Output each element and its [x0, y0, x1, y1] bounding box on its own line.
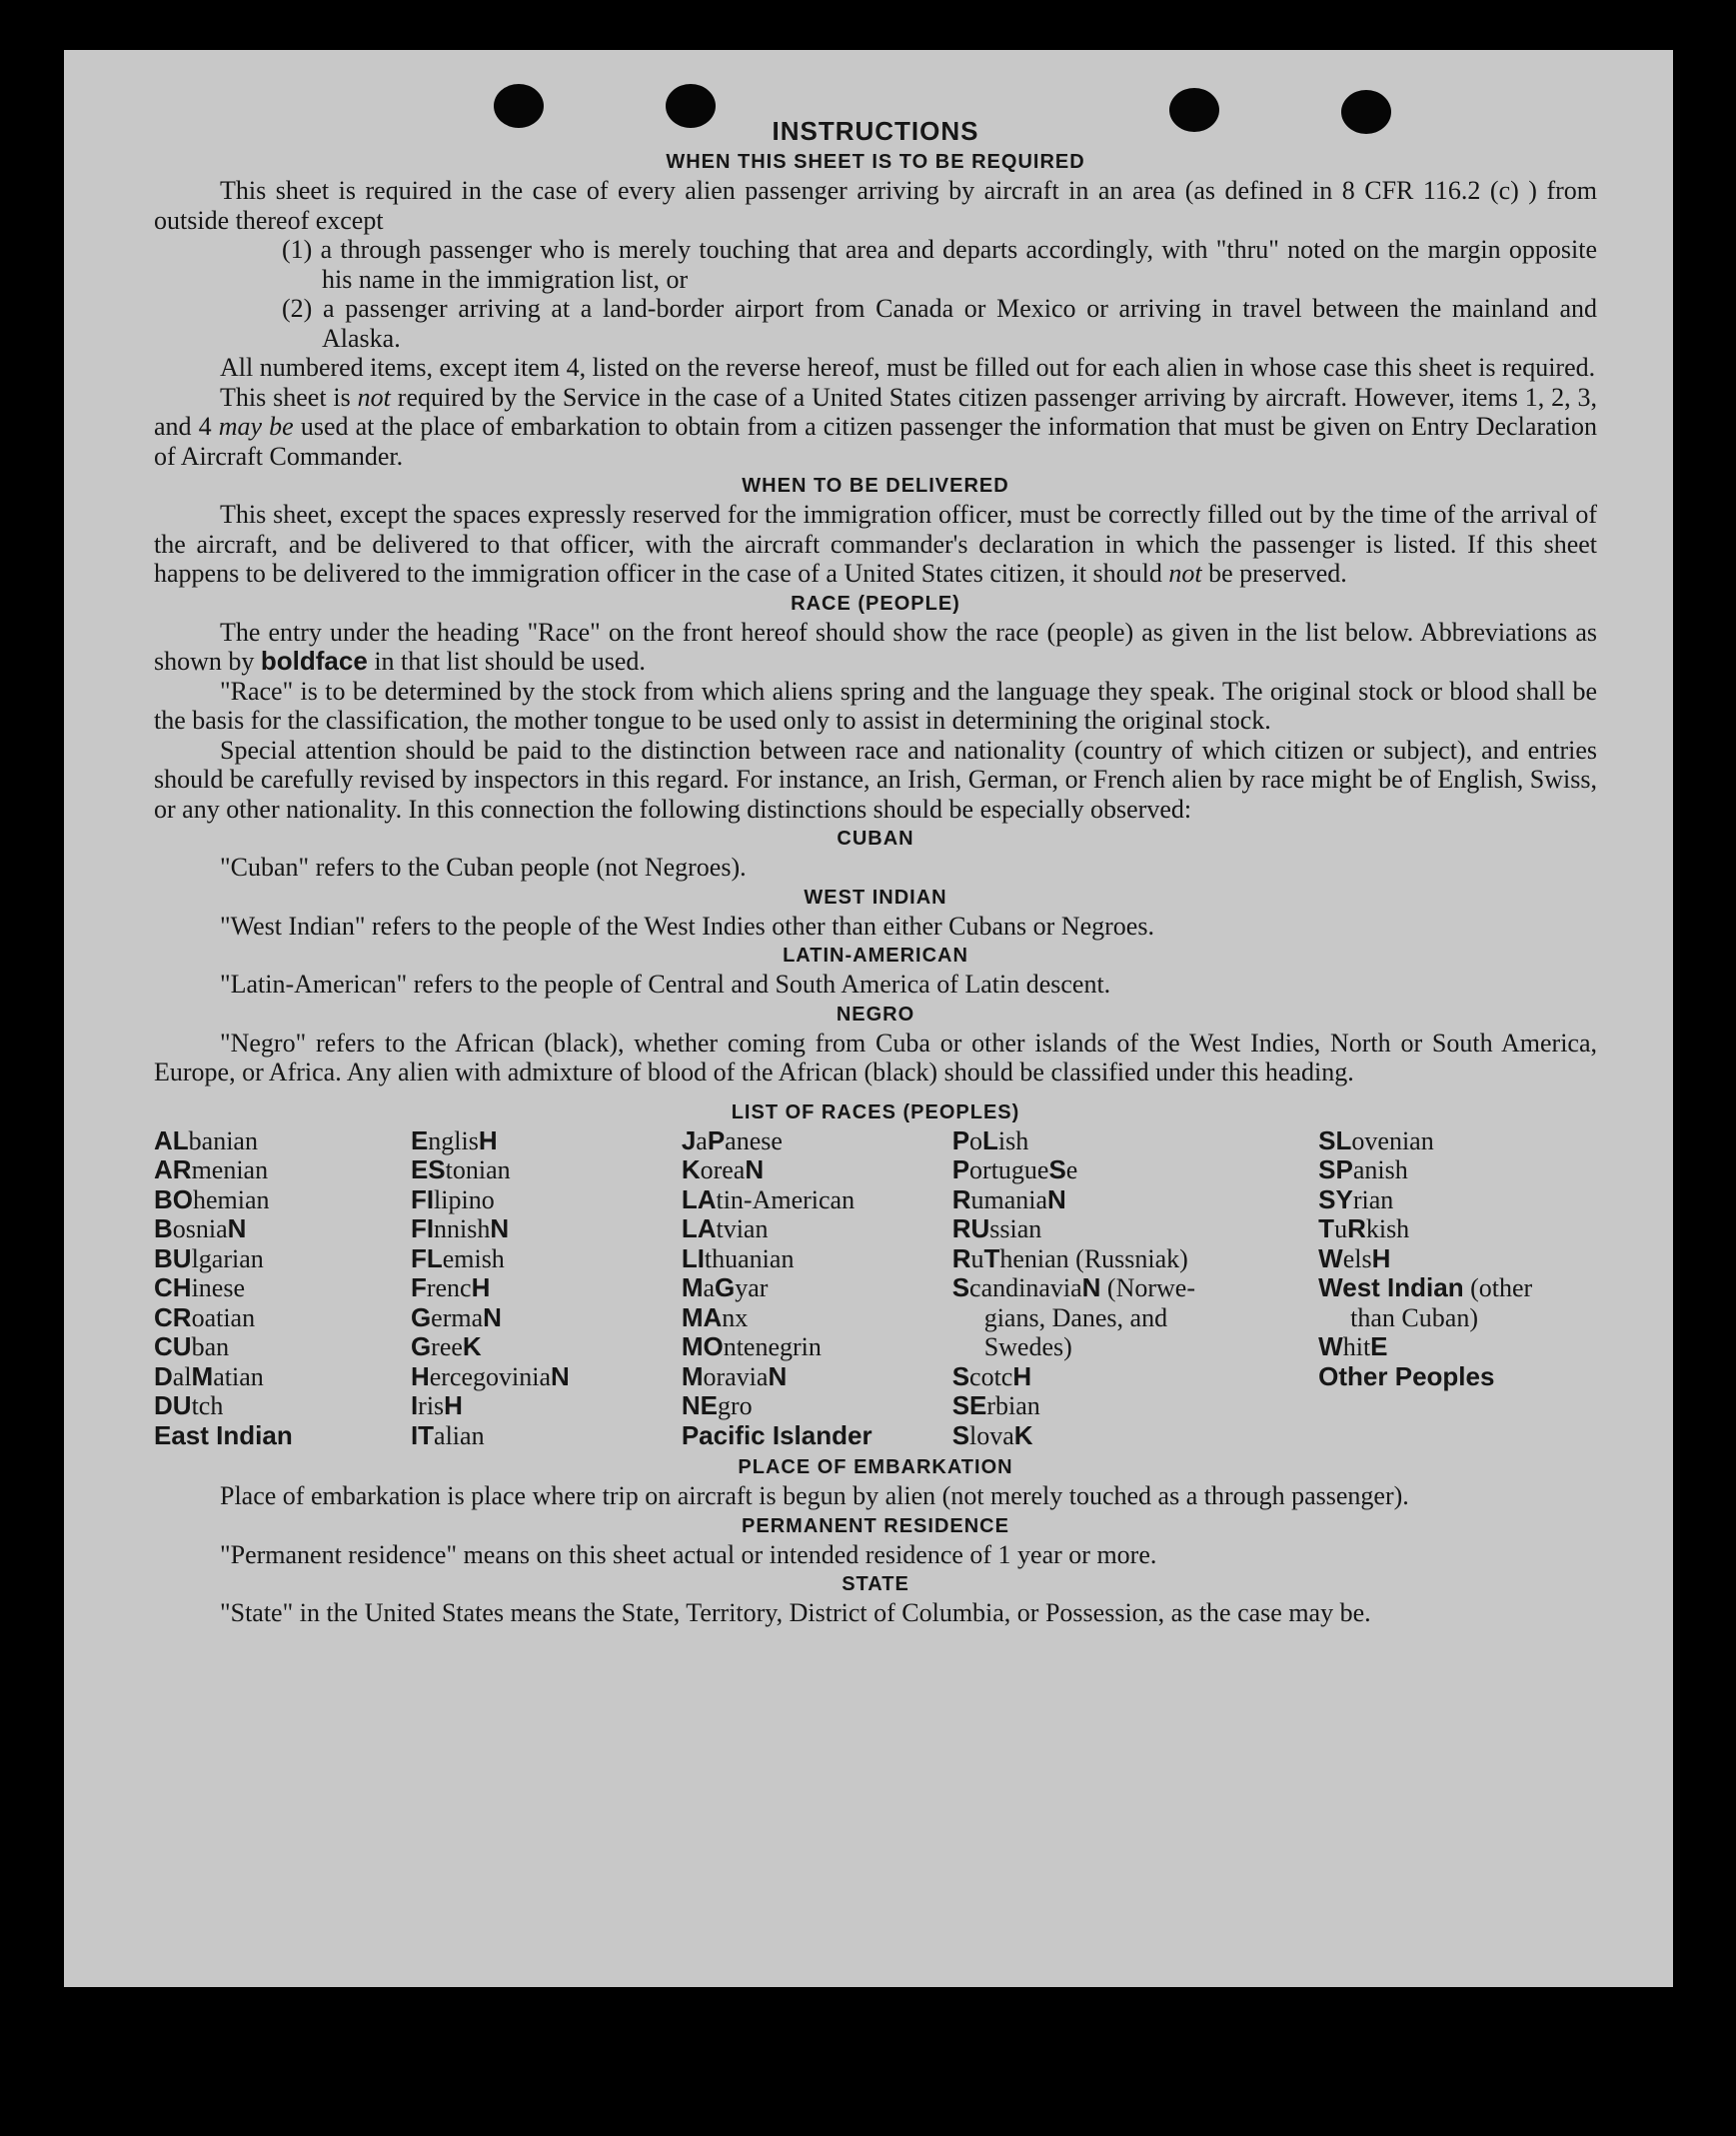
- section-heading-cuban: CUBAN: [837, 828, 914, 850]
- race-entry-part: N: [768, 1360, 788, 1391]
- race-entry: [952, 1126, 1318, 1156]
- race-entry-part: lgarian: [191, 1243, 264, 1273]
- race-entry-part: banian: [188, 1125, 258, 1155]
- race-entry-part: R: [951, 1242, 971, 1273]
- numbered-items-paragraph: All numbered items, except item 4, listed on the reverse hereof, must be filled out for each alien in whose case this sheet is required.: [220, 353, 1596, 382]
- race-entry-part: IT: [410, 1419, 435, 1450]
- race-entry-part: N: [1047, 1183, 1066, 1214]
- race-entry-part: F: [410, 1272, 427, 1302]
- race-entry-part: DU: [154, 1390, 192, 1420]
- race-entry: [682, 1362, 952, 1392]
- race-entry: [682, 1185, 952, 1215]
- race-entry: [682, 1155, 952, 1185]
- race-entry: [952, 1362, 1318, 1392]
- race-column: [154, 1126, 411, 1451]
- race-list: [154, 1126, 1597, 1451]
- race-entry-part: yar: [735, 1273, 769, 1302]
- race-entry-part: (other: [1463, 1273, 1533, 1302]
- race-entry: [411, 1362, 682, 1392]
- race-entry-part: CU: [154, 1331, 192, 1361]
- race-entry-part: els: [1342, 1243, 1372, 1273]
- race-entry-part: FI: [410, 1213, 435, 1243]
- race-entry-part: osnia: [172, 1214, 228, 1243]
- race-entry-part: R: [951, 1183, 971, 1214]
- race-entry-part: L: [982, 1124, 998, 1155]
- race-entry: [411, 1391, 682, 1421]
- race-entry-part: N: [483, 1301, 502, 1332]
- embarkation-definition: Place of embarkation is place where trip on aircraft is begun by alien (not merely touched as a through passenger).: [220, 1481, 1409, 1510]
- race-entry-part: menian: [191, 1155, 269, 1184]
- race-entry-part: H: [1012, 1360, 1032, 1391]
- race-entry-part: P: [707, 1124, 726, 1155]
- race-entry-part: alian: [434, 1420, 485, 1450]
- race-entry-part: R: [1347, 1213, 1366, 1243]
- race-entry-part: ntenegrin: [723, 1332, 822, 1361]
- race-entry: [154, 1155, 411, 1185]
- race-entry-part: CR: [154, 1301, 192, 1332]
- race-entry: gians, Danes, and: [983, 1302, 1168, 1332]
- latin-american-definition: "Latin-American" refers to the people of Central and South America of Latin descent.: [220, 970, 1111, 999]
- race-entry-part: B: [154, 1213, 173, 1243]
- race-entry: [154, 1214, 411, 1244]
- race-entry: [154, 1421, 411, 1451]
- race-entry: [952, 1214, 1318, 1244]
- race-entry-part: inese: [191, 1273, 245, 1302]
- race-entry-part: tonian: [445, 1155, 511, 1184]
- race-entry-part: o: [969, 1125, 983, 1155]
- race-entry-part: kish: [1365, 1214, 1410, 1243]
- race-entry: [411, 1421, 682, 1451]
- race-entry-part: ES: [410, 1154, 446, 1184]
- race-entry: [682, 1332, 952, 1362]
- section-heading-negro: NEGRO: [836, 1003, 915, 1026]
- race-entry: [1318, 1214, 1597, 1244]
- race-entry: [411, 1244, 682, 1274]
- race-entry-part: S: [951, 1419, 970, 1450]
- race-entry-part: W: [1318, 1331, 1343, 1361]
- residence-definition: "Permanent residence" means on this sheet actual or intended residence of 1 year or more.: [220, 1539, 1157, 1569]
- race-entry-part: al: [172, 1361, 192, 1391]
- race-entry-part: candinavia: [969, 1273, 1082, 1302]
- race-entry-part: ercegovinia: [429, 1361, 551, 1391]
- race-entry: [682, 1214, 952, 1244]
- exception-item-2: (2) a passenger arriving at a land-border airport from Canada or Mexico or arriving in travel between the mainland and Alaska.: [282, 294, 1597, 353]
- race-entry: [1318, 1155, 1597, 1185]
- race-entry-part: S: [1048, 1154, 1066, 1184]
- race-entry-part: lipino: [434, 1184, 495, 1214]
- race-entry-part: Other Peoples: [1318, 1360, 1495, 1391]
- race-entry-part: a: [703, 1273, 716, 1302]
- race-entry-part: D: [154, 1360, 173, 1391]
- race-entry-part: K: [681, 1154, 701, 1184]
- race-paragraph-2: "Race" is to be determined by the stock from which aliens spring and the language they speak. The original stock or blood shall be the basis for the classification, the mother tongue to be used only to assist in determining the original stock.: [154, 676, 1597, 735]
- punch-hole: [1169, 88, 1219, 132]
- race-column: [1318, 1126, 1597, 1451]
- section-heading-embarkation: PLACE OF EMBARKATION: [738, 1456, 1013, 1478]
- race-entry: [411, 1126, 682, 1156]
- race-entry: [154, 1303, 411, 1333]
- race-entry: [682, 1391, 952, 1421]
- race-entry-part: N: [1081, 1272, 1101, 1302]
- race-entry: [1318, 1273, 1597, 1303]
- race-entry-part: FI: [410, 1183, 435, 1214]
- race-entry-part: nglis: [428, 1125, 479, 1155]
- race-entry-part: lova: [969, 1420, 1014, 1450]
- race-entry-part: N: [550, 1360, 570, 1391]
- race-entry-part: ree: [431, 1332, 463, 1361]
- race-entry: [682, 1273, 952, 1303]
- race-entry-part: NE: [681, 1390, 718, 1420]
- race-entry-part: H: [478, 1124, 498, 1155]
- page-title: INSTRUCTIONS: [772, 116, 979, 146]
- race-entry-part: anese: [725, 1125, 783, 1155]
- race-entry-part: H: [444, 1390, 463, 1420]
- race-entry-part: G: [410, 1331, 432, 1361]
- race-entry: [411, 1303, 682, 1333]
- race-entry-part: oatian: [191, 1302, 256, 1332]
- race-entry-part: hit: [1342, 1332, 1371, 1361]
- race-entry: Swedes): [983, 1332, 1072, 1361]
- race-entry-part: u: [1334, 1214, 1348, 1243]
- race-paragraph-3: Special attention should be paid to the distinction between race and nationality (country of which citizen or subject), and entries should be carefully revised by inspectors in this regard. For instance, an Irish, German, or French alien by race might be of English, Swiss, or any other nationality. In this connection the following distinctions should be especially observed:: [154, 735, 1597, 824]
- race-entry-part: nnish: [434, 1214, 491, 1243]
- race-entry-part: I: [410, 1390, 419, 1420]
- race-entry-part: West Indian: [1318, 1272, 1464, 1302]
- race-entry-part: LI: [681, 1242, 705, 1273]
- race-entry-part: tin-American: [716, 1184, 856, 1214]
- race-entry-part: e: [1065, 1155, 1078, 1184]
- race-entry-part: E: [410, 1124, 429, 1155]
- race-entry-part: H: [471, 1272, 491, 1302]
- race-entry-part: umania: [970, 1184, 1047, 1214]
- race-entry-part: P: [951, 1124, 970, 1155]
- race-entry: [411, 1214, 682, 1244]
- race-entry-part: BO: [154, 1183, 193, 1214]
- race-entry-part: S: [951, 1272, 970, 1302]
- race-entry: [952, 1391, 1318, 1421]
- race-entry-part: rian: [1352, 1184, 1394, 1214]
- section-heading-list-of-races: LIST OF RACES (PEOPLES): [731, 1100, 1020, 1123]
- race-entry-part: N: [745, 1154, 765, 1184]
- race-entry-part: CH: [154, 1272, 192, 1302]
- race-entry-part: E: [1370, 1331, 1388, 1361]
- race-entry: [154, 1126, 411, 1156]
- race-entry-part: (Norwe-: [1100, 1273, 1195, 1302]
- race-entry: than Cuban): [1350, 1302, 1478, 1332]
- race-entry: [154, 1362, 411, 1392]
- race-entry-part: u: [970, 1243, 984, 1273]
- race-column: [952, 1126, 1318, 1451]
- race-entry-part: atian: [213, 1361, 264, 1391]
- race-entry-part: N: [490, 1213, 510, 1243]
- race-entry-part: LA: [681, 1183, 717, 1214]
- citizen-paragraph: This sheet is not required by the Service in the case of a United States citizen passenger arriving by aircraft. However, items 1, 2, 3, and 4 may be used at the place of embarkation to obtain from a citizen passenger the information that must be given on Entry Declaration of Aircraft Commander.: [154, 382, 1597, 471]
- race-entry-part: SY: [1318, 1183, 1353, 1214]
- race-entry-part: T: [983, 1242, 1000, 1273]
- race-entry: [952, 1244, 1318, 1274]
- race-entry: [411, 1332, 682, 1362]
- race-entry-part: erma: [431, 1302, 484, 1332]
- race-entry: [411, 1155, 682, 1185]
- state-definition: "State" in the United States means the State, Territory, District of Columbia, or Possession, as the case may be.: [220, 1598, 1371, 1627]
- race-entry: [682, 1303, 952, 1333]
- race-entry: [952, 1421, 1318, 1451]
- race-entry: [154, 1391, 411, 1421]
- race-entry-part: M: [681, 1360, 704, 1391]
- race-entry-part: gro: [717, 1391, 753, 1420]
- race-paragraph-1: The entry under the heading "Race" on the front hereof should show the race (people) as given in the list below. Abbreviations as shown by boldface in that list should be used.: [154, 617, 1597, 676]
- race-entry-part: renc: [426, 1273, 472, 1302]
- race-column: [682, 1126, 952, 1451]
- race-entry-part: rbian: [986, 1391, 1040, 1420]
- negro-definition: "Negro" refers to the African (black), whether coming from Cuba or other islands of the West Indies, North or South America, Europe, or Africa. Any alien with admixture of blood of the African (black) should be classified under this heading.: [154, 1028, 1597, 1086]
- race-entry-part: nx: [722, 1302, 749, 1332]
- race-entry-part: K: [1013, 1419, 1033, 1450]
- race-entry: [952, 1155, 1318, 1185]
- race-column: [411, 1126, 682, 1451]
- race-entry-part: M: [191, 1360, 214, 1391]
- race-entry-part: East Indian: [154, 1419, 293, 1450]
- race-entry-part: AR: [154, 1154, 192, 1184]
- race-entry: [1318, 1244, 1597, 1274]
- race-entry: [1318, 1126, 1597, 1156]
- race-entry-part: ish: [997, 1125, 1029, 1155]
- race-entry-part: cotc: [969, 1361, 1013, 1391]
- race-entry-part: H: [1371, 1242, 1391, 1273]
- race-entry-part: G: [410, 1301, 432, 1332]
- race-entry-part: AL: [154, 1124, 189, 1155]
- race-entry-part: M: [681, 1272, 704, 1302]
- race-entry-part: oravia: [703, 1361, 769, 1391]
- race-entry-part: ban: [191, 1332, 230, 1361]
- delivered-paragraph: This sheet, except the spaces expressly reserved for the immigration officer, must be correctly filled out by the time of the arrival of the aircraft, and be delivered to that officer, with the aircraft commander's declaration in which the passenger is listed. If this sheet happens to be delivered to the immigration officer in the case of a United States citizen, it should not be preserved.: [154, 500, 1597, 588]
- race-entry: [1318, 1185, 1597, 1215]
- race-entry-part: a: [696, 1125, 708, 1155]
- race-entry-part: ovenian: [1351, 1125, 1434, 1155]
- race-entry-part: J: [681, 1124, 697, 1155]
- required-paragraph: This sheet is required in the case of every alien passenger arriving by aircraft in an area (as defined in 8 CFR 116.2 (c) ) from outside thereof except: [154, 176, 1597, 235]
- race-entry-part: Pacific Islander: [681, 1419, 872, 1450]
- race-entry: [682, 1421, 952, 1451]
- section-heading-delivered: WHEN TO BE DELIVERED: [742, 475, 1009, 497]
- race-entry-part: tvian: [716, 1214, 769, 1243]
- race-entry: [682, 1244, 952, 1274]
- race-entry-part: K: [462, 1331, 482, 1361]
- race-entry-part: henian (Russniak): [999, 1243, 1188, 1273]
- race-entry-part: W: [1318, 1242, 1343, 1273]
- race-entry: [952, 1273, 1318, 1303]
- race-entry-part: anish: [1352, 1155, 1408, 1184]
- race-entry: [1318, 1362, 1597, 1392]
- section-heading-required: WHEN THIS SHEET IS TO BE REQUIRED: [666, 151, 1085, 173]
- race-entry-part: FL: [410, 1242, 443, 1273]
- race-entry-part: SL: [1318, 1124, 1352, 1155]
- race-entry-part: ssian: [989, 1214, 1042, 1243]
- race-entry-part: MO: [681, 1331, 724, 1361]
- race-entry-part: SP: [1318, 1154, 1353, 1184]
- cuban-definition: "Cuban" refers to the Cuban people (not Negroes).: [220, 853, 747, 882]
- race-entry-part: T: [1318, 1213, 1335, 1243]
- race-entry-part: P: [951, 1154, 970, 1184]
- race-entry-part: BU: [154, 1242, 192, 1273]
- race-entry-part: thuanian: [704, 1243, 795, 1273]
- race-entry: [411, 1185, 682, 1215]
- race-entry-part: G: [715, 1272, 736, 1302]
- exception-item-1: (1) a through passenger who is merely touching that area and departs accordingly, with "thru" noted on the margin opposite his name in the immigration list, or: [282, 235, 1597, 294]
- race-entry: [154, 1273, 411, 1303]
- section-heading-latin-american: LATIN-AMERICAN: [783, 945, 968, 967]
- section-heading-race: RACE (PEOPLE): [791, 592, 960, 615]
- race-entry-part: H: [410, 1360, 430, 1391]
- race-entry-part: emish: [442, 1243, 505, 1273]
- race-entry-part: RU: [951, 1213, 990, 1243]
- section-heading-residence: PERMANENT RESIDENCE: [742, 1514, 1009, 1537]
- punch-hole: [666, 84, 716, 128]
- race-entry-part: orea: [700, 1155, 746, 1184]
- race-entry: [154, 1185, 411, 1215]
- race-entry-part: hemian: [193, 1184, 270, 1214]
- race-entry: [411, 1273, 682, 1303]
- race-entry-part: SE: [951, 1390, 987, 1420]
- race-entry: [1318, 1332, 1597, 1362]
- instruction-sheet: [64, 50, 1673, 1987]
- race-entry: [952, 1185, 1318, 1215]
- race-entry: [682, 1126, 952, 1156]
- race-entry-part: ris: [418, 1391, 445, 1420]
- race-entry-part: tch: [191, 1391, 224, 1420]
- race-entry-part: N: [227, 1213, 247, 1243]
- section-heading-state: STATE: [842, 1573, 909, 1595]
- race-entry-part: S: [951, 1360, 970, 1391]
- race-entry-part: ortugue: [969, 1155, 1049, 1184]
- race-entry: [154, 1244, 411, 1274]
- race-entry: [154, 1332, 411, 1362]
- race-entry-part: LA: [681, 1213, 717, 1243]
- race-entry-part: MA: [681, 1301, 723, 1332]
- punch-hole: [1341, 90, 1391, 134]
- west-indian-definition: "West Indian" refers to the people of the West Indies other than either Cubans or Negroes.: [220, 911, 1154, 941]
- section-heading-west-indian: WEST INDIAN: [804, 886, 947, 909]
- punch-hole: [494, 84, 544, 128]
